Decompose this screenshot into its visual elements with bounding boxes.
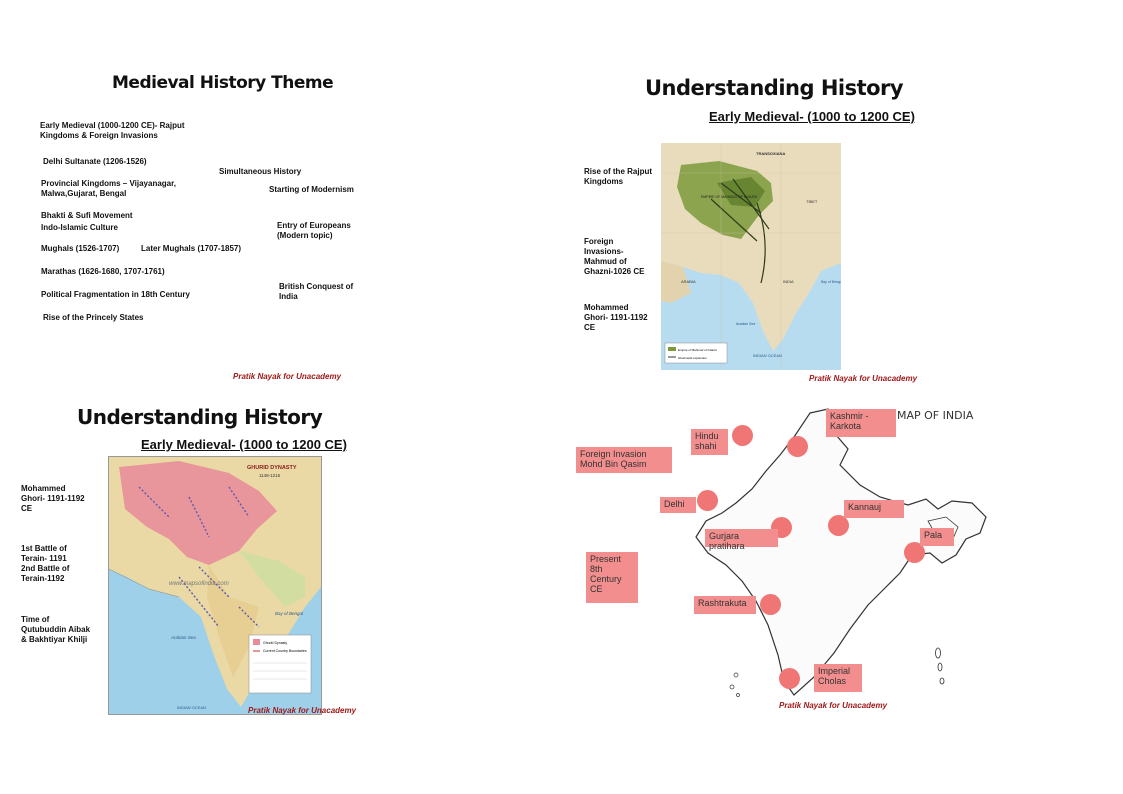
legend-empire: Empire of Mahmud of Ghazni (678, 348, 718, 352)
marker-kashmir (787, 436, 808, 457)
item-indo-islamic: Indo-Islamic Culture (41, 223, 118, 232)
label-foreign-invasion: Foreign Invasion Mohd Bin Qasim (576, 447, 672, 473)
item-later-mughals: Later Mughals (1707-1857) (141, 244, 242, 253)
item-provincial: Provincial Kingdoms – Vijayanagar, Malwa,Gujarat, Bengal (41, 179, 177, 198)
ghurid-map-arabian-sea: Arabian Sea (171, 635, 196, 640)
map-of-india-title: MAP OF INDIA (897, 409, 974, 422)
note-rajput: Rise of the Rajput Kingdoms (584, 167, 653, 186)
marker-chola (779, 668, 800, 689)
item-marathas: Marathas (1626-1680, 1707-1761) (41, 267, 165, 276)
note-tarain: 1st Battle of Terain- 1191 2nd Battle of Terain-1192 (21, 544, 70, 583)
slide1-credit: Pratik Nayak for Unacademy (233, 372, 342, 381)
label-delhi: Delhi (660, 497, 696, 513)
slide2-credit: Pratik Nayak for Unacademy (809, 374, 918, 383)
map-label-arabian-sea: Arabian Sea (736, 322, 756, 326)
label-kashmir: Kashmir - Karkota (826, 409, 896, 437)
ghazni-map-svg (661, 143, 841, 370)
label-hindushahi: Hindu shahi (691, 429, 728, 455)
ghurid-map-watermark: www.mapsofindia.com (169, 581, 229, 587)
marker-kannauj (828, 515, 849, 536)
map-label-empire: EMPIRE OF MAHMUD OF GHAZNI (701, 195, 757, 199)
ghurid-map-bay: Bay of Bengal (275, 611, 304, 616)
item-delhi-sultanate: Delhi Sultanate (1206-1526) (43, 157, 147, 166)
map-label-ocean: INDIAN OCEAN (753, 353, 782, 358)
ghurid-map-heading: GHURID DYNASTY (247, 465, 297, 471)
ghurid-legend-dynasty: Ghurid Dynasty (263, 641, 288, 645)
slide3-subtitle: Early Medieval- (1000 to 1200 CE) (141, 437, 347, 452)
item-early-medieval: Early Medieval (1000-1200 CE)- Rajput Kingdoms & Foreign Invasions (40, 121, 185, 140)
ghurid-legend-boundaries: Current Country Boundaries (263, 649, 307, 653)
marker-delhi (697, 490, 718, 511)
ghurid-map-years: 1148-1215 (259, 473, 281, 478)
ghurid-map-svg (109, 457, 321, 714)
marker-hindushahi (732, 425, 753, 446)
note-ghori-2: Mohammed Ghori- 1191-1192 CE (21, 484, 85, 513)
label-gurjara: Gurjara pratihara (705, 529, 778, 547)
item-princely: Rise of the Princely States (43, 313, 144, 322)
slide1-title: Medieval History Theme (112, 73, 334, 93)
label-chola: Imperial Cholas (814, 664, 862, 692)
map-label-arabia: ARABIA (681, 279, 696, 284)
ghurid-map-ocean: INDIAN OCEAN (177, 705, 206, 710)
slide3-title: Understanding History (77, 405, 323, 429)
label-present-century: Present 8th Century CE (586, 552, 638, 603)
item-british: British Conquest of India (279, 282, 354, 301)
slide2-title: Understanding History (645, 76, 904, 100)
item-modernism: Starting of Modernism (269, 185, 354, 194)
map-label-bay: Bay of Bengal (821, 280, 841, 284)
legend-expansion: Ghaznavid expansion (678, 356, 707, 360)
item-mughals: Mughals (1526-1707) (41, 244, 120, 253)
note-qutub: Time of Qutubuddin Aibak & Bakhtiyar Khilji (21, 615, 91, 644)
item-simultaneous: Simultaneous History (219, 167, 302, 176)
map-label-transoxiana: TRANSOXIANA (756, 151, 786, 156)
label-rashtrakuta: Rashtrakuta (694, 596, 756, 614)
ghurid-map (108, 456, 322, 715)
ghazni-map (661, 143, 841, 370)
slide3-credit: Pratik Nayak for Unacademy (248, 706, 357, 715)
item-europeans: Entry of Europeans (Modern topic) (277, 221, 351, 240)
slide2-subtitle: Early Medieval- (1000 to 1200 CE) (709, 109, 915, 124)
note-foreign-invasions: Foreign Invasions- Mahmud of Ghazni-1026 CE (584, 237, 645, 276)
map-label-india: INDIA (783, 279, 794, 284)
slide4-credit: Pratik Nayak for Unacademy (779, 701, 888, 710)
item-bhakti: Bhakti & Sufi Movement (41, 211, 133, 220)
item-political-fragmentation: Political Fragmentation in 18th Century (41, 290, 190, 299)
map-label-tibet: TIBET (806, 199, 818, 204)
label-kannauj: Kannauj (844, 500, 904, 518)
marker-rashtrakuta (760, 594, 781, 615)
note-ghori: Mohammed Ghori- 1191-1192 CE (584, 303, 648, 332)
label-pala: Pala (920, 528, 954, 546)
